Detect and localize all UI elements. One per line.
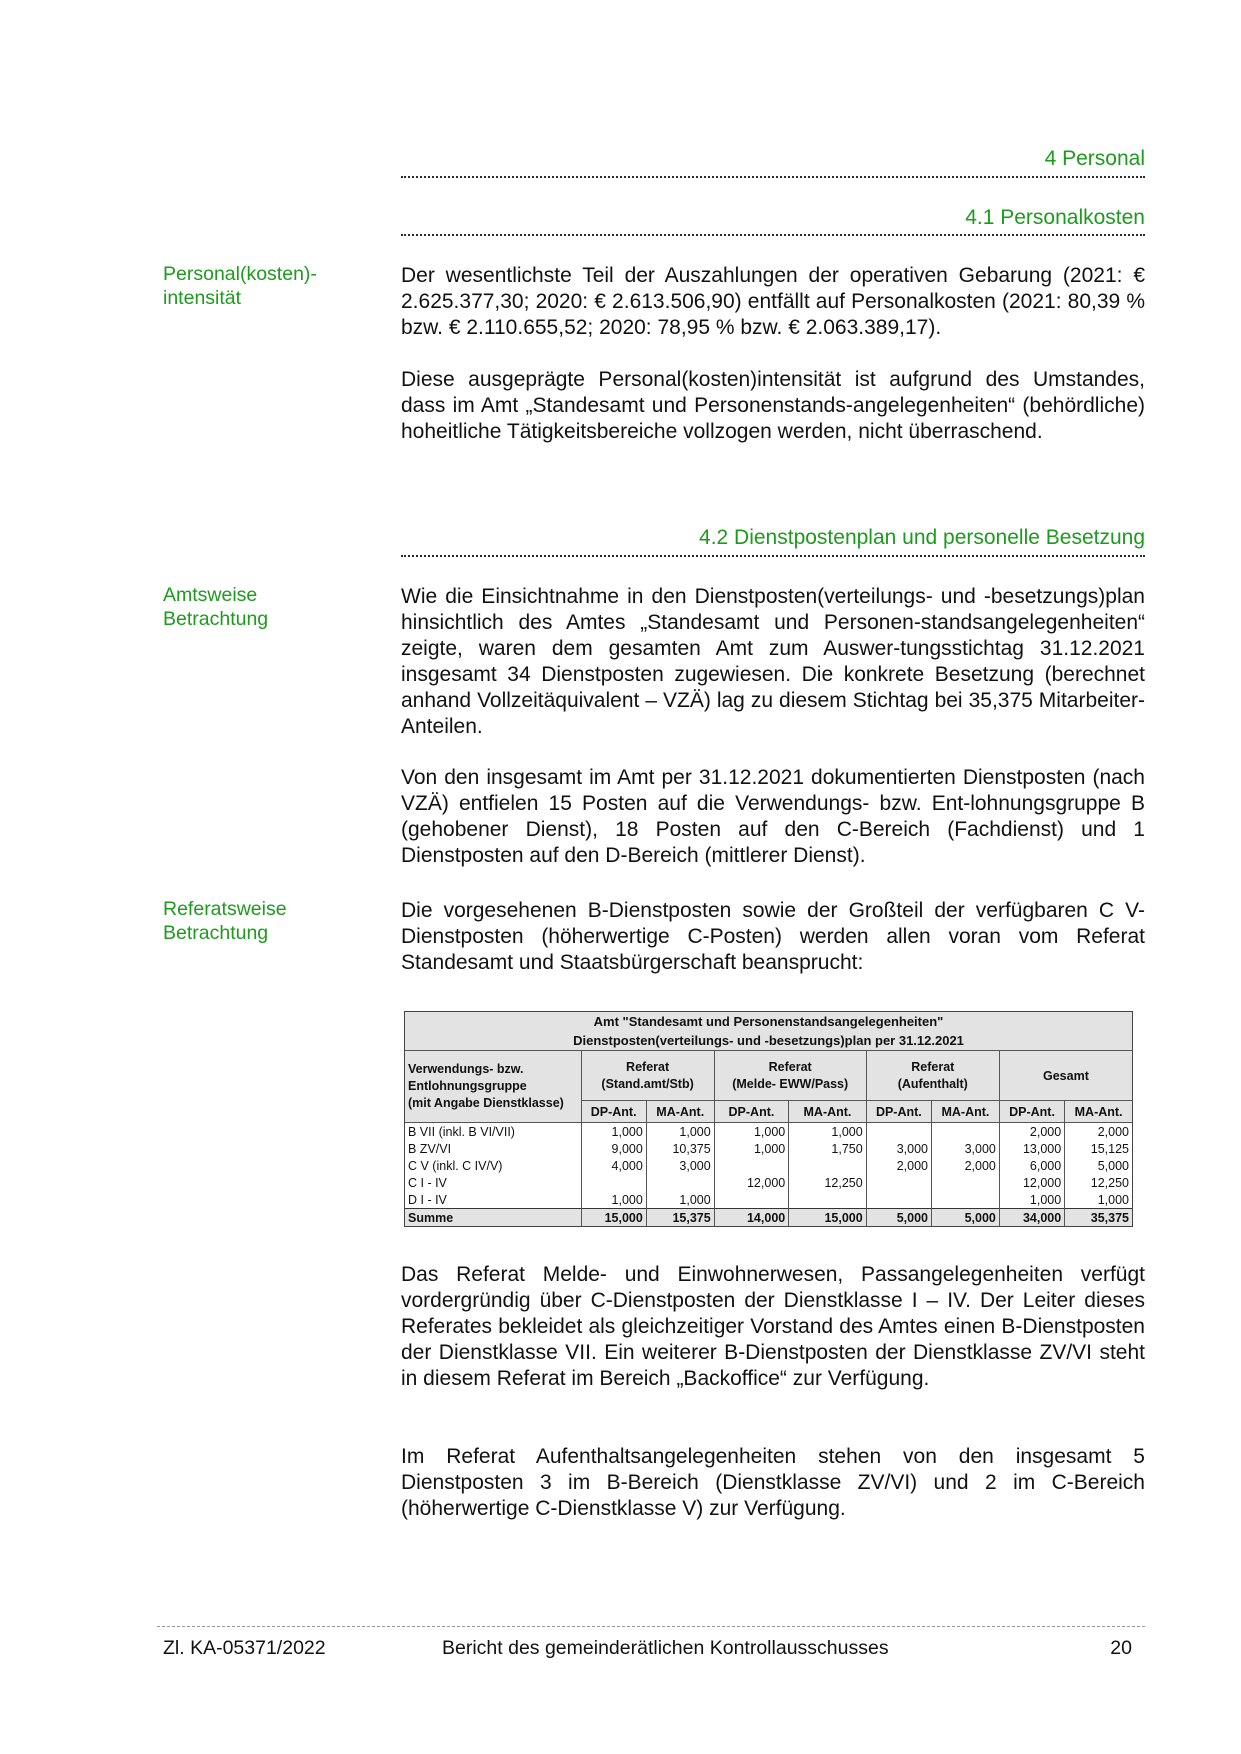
table-cell [932, 1123, 1000, 1141]
row-label: C I - IV [405, 1174, 581, 1191]
table-cell: 12,000 [714, 1174, 789, 1191]
table-cell: 4,000 [581, 1157, 646, 1174]
sum-cell: 14,000 [714, 1209, 789, 1227]
table-cell [789, 1191, 866, 1209]
paragraph-dienstposten-verteilung: Von den insgesamt im Amt per 31.12.2021 dokumentierten Dienstposten (nach VZÄ) entfielen 15 Posten auf die Verwendungs- bzw. Ent-lohnungsgruppe B (gehobener Dienst), 18 Posten auf den C-Bereich (Fachdienst) und 1 Dienstposten auf den D-Bereich (mittlerer Dienst). [401, 766, 1145, 867]
row-header-cell [405, 1051, 581, 1123]
table-cell: 2,000 [866, 1157, 931, 1174]
sum-cell: 34,000 [999, 1209, 1064, 1227]
table-cell [714, 1191, 789, 1209]
group-header-aufenthalt [866, 1051, 999, 1101]
table-cell [866, 1191, 931, 1209]
table-cell: 15,125 [1065, 1140, 1132, 1157]
col-header-dp: DP-Ant. [866, 1101, 931, 1123]
row-label: B ZV/VI [405, 1140, 581, 1157]
table-cell: 3,000 [866, 1140, 931, 1157]
table-cell: 5,000 [1065, 1157, 1132, 1174]
subsection-heading-4-2: 4.2 Dienstpostenplan und personelle Besetzung [699, 526, 1145, 549]
table-cell: 2,000 [932, 1157, 1000, 1174]
table-cell: 6,000 [999, 1157, 1064, 1174]
table-title-row [405, 1012, 1132, 1051]
footer-reference: Zl. KA-05371/2022 [163, 1637, 326, 1659]
subsection-heading-4-1-rule [401, 234, 1145, 236]
row-label: B VII (inkl. B VI/VII) [405, 1123, 581, 1141]
col-header-dp: DP-Ant. [581, 1101, 646, 1123]
col-header-dp: DP-Ant. [999, 1101, 1064, 1123]
table-cell: 1,000 [999, 1191, 1064, 1209]
table-cell [932, 1191, 1000, 1209]
table-cell [789, 1157, 866, 1174]
group-header-label: Referat [911, 1059, 955, 1074]
section-heading-rule [401, 176, 1145, 178]
table-title-line2: Dienstposten(verteilungs- und -besetzungs)plan per 31.12.2021 [573, 1033, 964, 1048]
table-cell [646, 1174, 714, 1191]
table-cell: 10,375 [646, 1140, 714, 1157]
row-header-line2: Entlohnungsgruppe [408, 1079, 527, 1093]
paragraph-einsichtnahme: Wie die Einsichtnahme in den Dienstposten(verteilungs- und -besetzungs)plan hinsichtlich des Amtes „Standesamt und Personen-standsangelegenheiten“ zeigte, waren dem gesamten Amt zum Auswer-tungsstichtag 31.12.2021 insgesamt 34 Dienstposten zugewiesen. Die konkrete Besetzung (berechnet anhand Vollzeitäquivalent – VZÄ) lag zu diesem Stichtag bei 35,375 Mitarbeiter-Anteilen. [401, 585, 1145, 738]
row-label: D I - IV [405, 1191, 581, 1209]
row-header-line3: (mit Angabe Dienstklasse) [408, 1096, 564, 1110]
sum-cell: 35,375 [1065, 1209, 1132, 1227]
table-cell: 12,000 [999, 1174, 1064, 1191]
section-heading: 4 Personal [1044, 147, 1145, 170]
table-cell: 1,000 [714, 1123, 789, 1141]
sum-cell: 5,000 [932, 1209, 1000, 1227]
table-cell [714, 1157, 789, 1174]
row-label: C V (inkl. C IV/V) [405, 1157, 581, 1174]
table-cell: 1,000 [646, 1123, 714, 1141]
table-row [405, 1174, 1132, 1191]
table-cell: 12,250 [1065, 1174, 1132, 1191]
subsection-heading-4-2-rule [401, 555, 1145, 557]
margin-note-referatsweise: Referatsweise Betrachtung [163, 898, 287, 944]
row-header-line1: Verwendungs- bzw. [408, 1062, 524, 1076]
table-cell [581, 1174, 646, 1191]
table-row [405, 1157, 1132, 1174]
group-header-label: Referat [768, 1059, 812, 1074]
paragraph-personalkosten: Der wesentlichste Teil der Auszahlungen der operativen Gebarung (2021: € 2.625.377,30; 2020: € 2.613.506,90) entfällt auf Personalkosten (2021: 80,39 % bzw. € 2.110.655,52; 2020: 78,95 % bzw. € 2.063.389,17). [401, 264, 1145, 339]
sum-cell: 5,000 [866, 1209, 931, 1227]
paragraph-b-dienstposten: Die vorgesehenen B-Dienstposten sowie der Großteil der verfügbaren C V-Dienstposten (höherwertige C-Posten) werden allen voran vom Referat Standesamt und Staatsbürgerschaft beansprucht: [401, 899, 1145, 974]
table-cell [932, 1174, 1000, 1191]
table-cell [866, 1174, 931, 1191]
table-cell: 13,000 [999, 1140, 1064, 1157]
table-cell: 1,000 [581, 1123, 646, 1141]
table-cell: 2,000 [999, 1123, 1064, 1141]
sum-cell: 15,000 [581, 1209, 646, 1227]
group-header-melde [714, 1051, 866, 1101]
table-cell: 9,000 [581, 1140, 646, 1157]
table-cell: 12,250 [789, 1174, 866, 1191]
table-cell: 1,000 [789, 1123, 866, 1141]
table-row [405, 1123, 1132, 1141]
col-header-ma: MA-Ant. [1065, 1101, 1132, 1123]
table-cell [866, 1123, 931, 1141]
col-header-ma: MA-Ant. [789, 1101, 866, 1123]
group-header-standesamt [581, 1051, 714, 1101]
margin-note-amtsweise: Amtsweise Betrachtung [163, 584, 269, 630]
dienstpostenplan-table [404, 1011, 1133, 1227]
margin-note-intensity: Personal(kosten)- intensität [163, 263, 317, 309]
col-header-dp: DP-Ant. [714, 1101, 789, 1123]
group-header-label: Referat [626, 1059, 670, 1074]
table-cell: 1,000 [581, 1191, 646, 1209]
table-cell: 3,000 [646, 1157, 714, 1174]
table-cell: 1,000 [714, 1140, 789, 1157]
footer-report-title: Bericht des gemeinderätlichen Kontrollausschusses [442, 1637, 889, 1659]
subsection-heading-4-1: 4.1 Personalkosten [965, 206, 1145, 229]
group-header-sublabel: (Stand.amt/Stb) [601, 1076, 694, 1091]
group-header-gesamt: Gesamt [999, 1051, 1132, 1101]
table-sum-row [405, 1209, 1132, 1227]
table-cell: 2,000 [1065, 1123, 1132, 1141]
dienstpostenplan-grid [405, 1012, 1132, 1226]
table-cell: 3,000 [932, 1140, 1000, 1157]
group-header-sublabel: (Melde- EWW/Pass) [732, 1076, 849, 1091]
col-header-ma: MA-Ant. [646, 1101, 714, 1123]
table-cell: 1,750 [789, 1140, 866, 1157]
table-cell: 1,000 [646, 1191, 714, 1209]
footer-divider [157, 1626, 1145, 1627]
col-header-ma: MA-Ant. [932, 1101, 1000, 1123]
footer-page-number: 20 [1110, 1637, 1132, 1659]
sum-cell: 15,000 [789, 1209, 866, 1227]
sum-label: Summe [405, 1209, 581, 1227]
paragraph-referat-aufenthalt: Im Referat Aufenthaltsangelegenheiten stehen von den insgesamt 5 Dienstposten 3 im B-Bereich (Dienstklasse ZV/VI) und 2 im C-Bereich (höherwertige C-Dienstklasse V) zur Verfügung. [401, 1445, 1145, 1520]
table-title-line1: Amt "Standesamt und Personenstandsangelegenheiten" [593, 1014, 944, 1029]
sum-cell: 15,375 [646, 1209, 714, 1227]
table-row [405, 1191, 1132, 1209]
table-row [405, 1140, 1132, 1157]
table-cell: 1,000 [1065, 1191, 1132, 1209]
paragraph-intensity: Diese ausgeprägte Personal(kosten)intensität ist aufgrund des Umstandes, dass im Amt „Standesamt und Personenstands-angelegenheiten“ (behördliche) hoheitliche Tätigkeitsbereiche vollzogen werden, nicht überraschend. [401, 368, 1145, 443]
table-group-header-row [405, 1051, 1132, 1101]
group-header-sublabel: (Aufenthalt) [897, 1076, 968, 1091]
paragraph-referat-melde: Das Referat Melde- und Einwohnerwesen, Passangelegenheiten verfügt vordergründig über C-Dienstposten der Dienstklasse I – IV. Der Leiter dieses Referates bekleidet als gleichzeitiger Vorstand des Amtes einen B-Dienstposten der Dienstklasse VII. Ein weiterer B-Dienstposten der Dienstklasse ZV/VI steht in diesem Referat im Bereich „Backoffice“ zur Verfügung. [401, 1263, 1145, 1390]
